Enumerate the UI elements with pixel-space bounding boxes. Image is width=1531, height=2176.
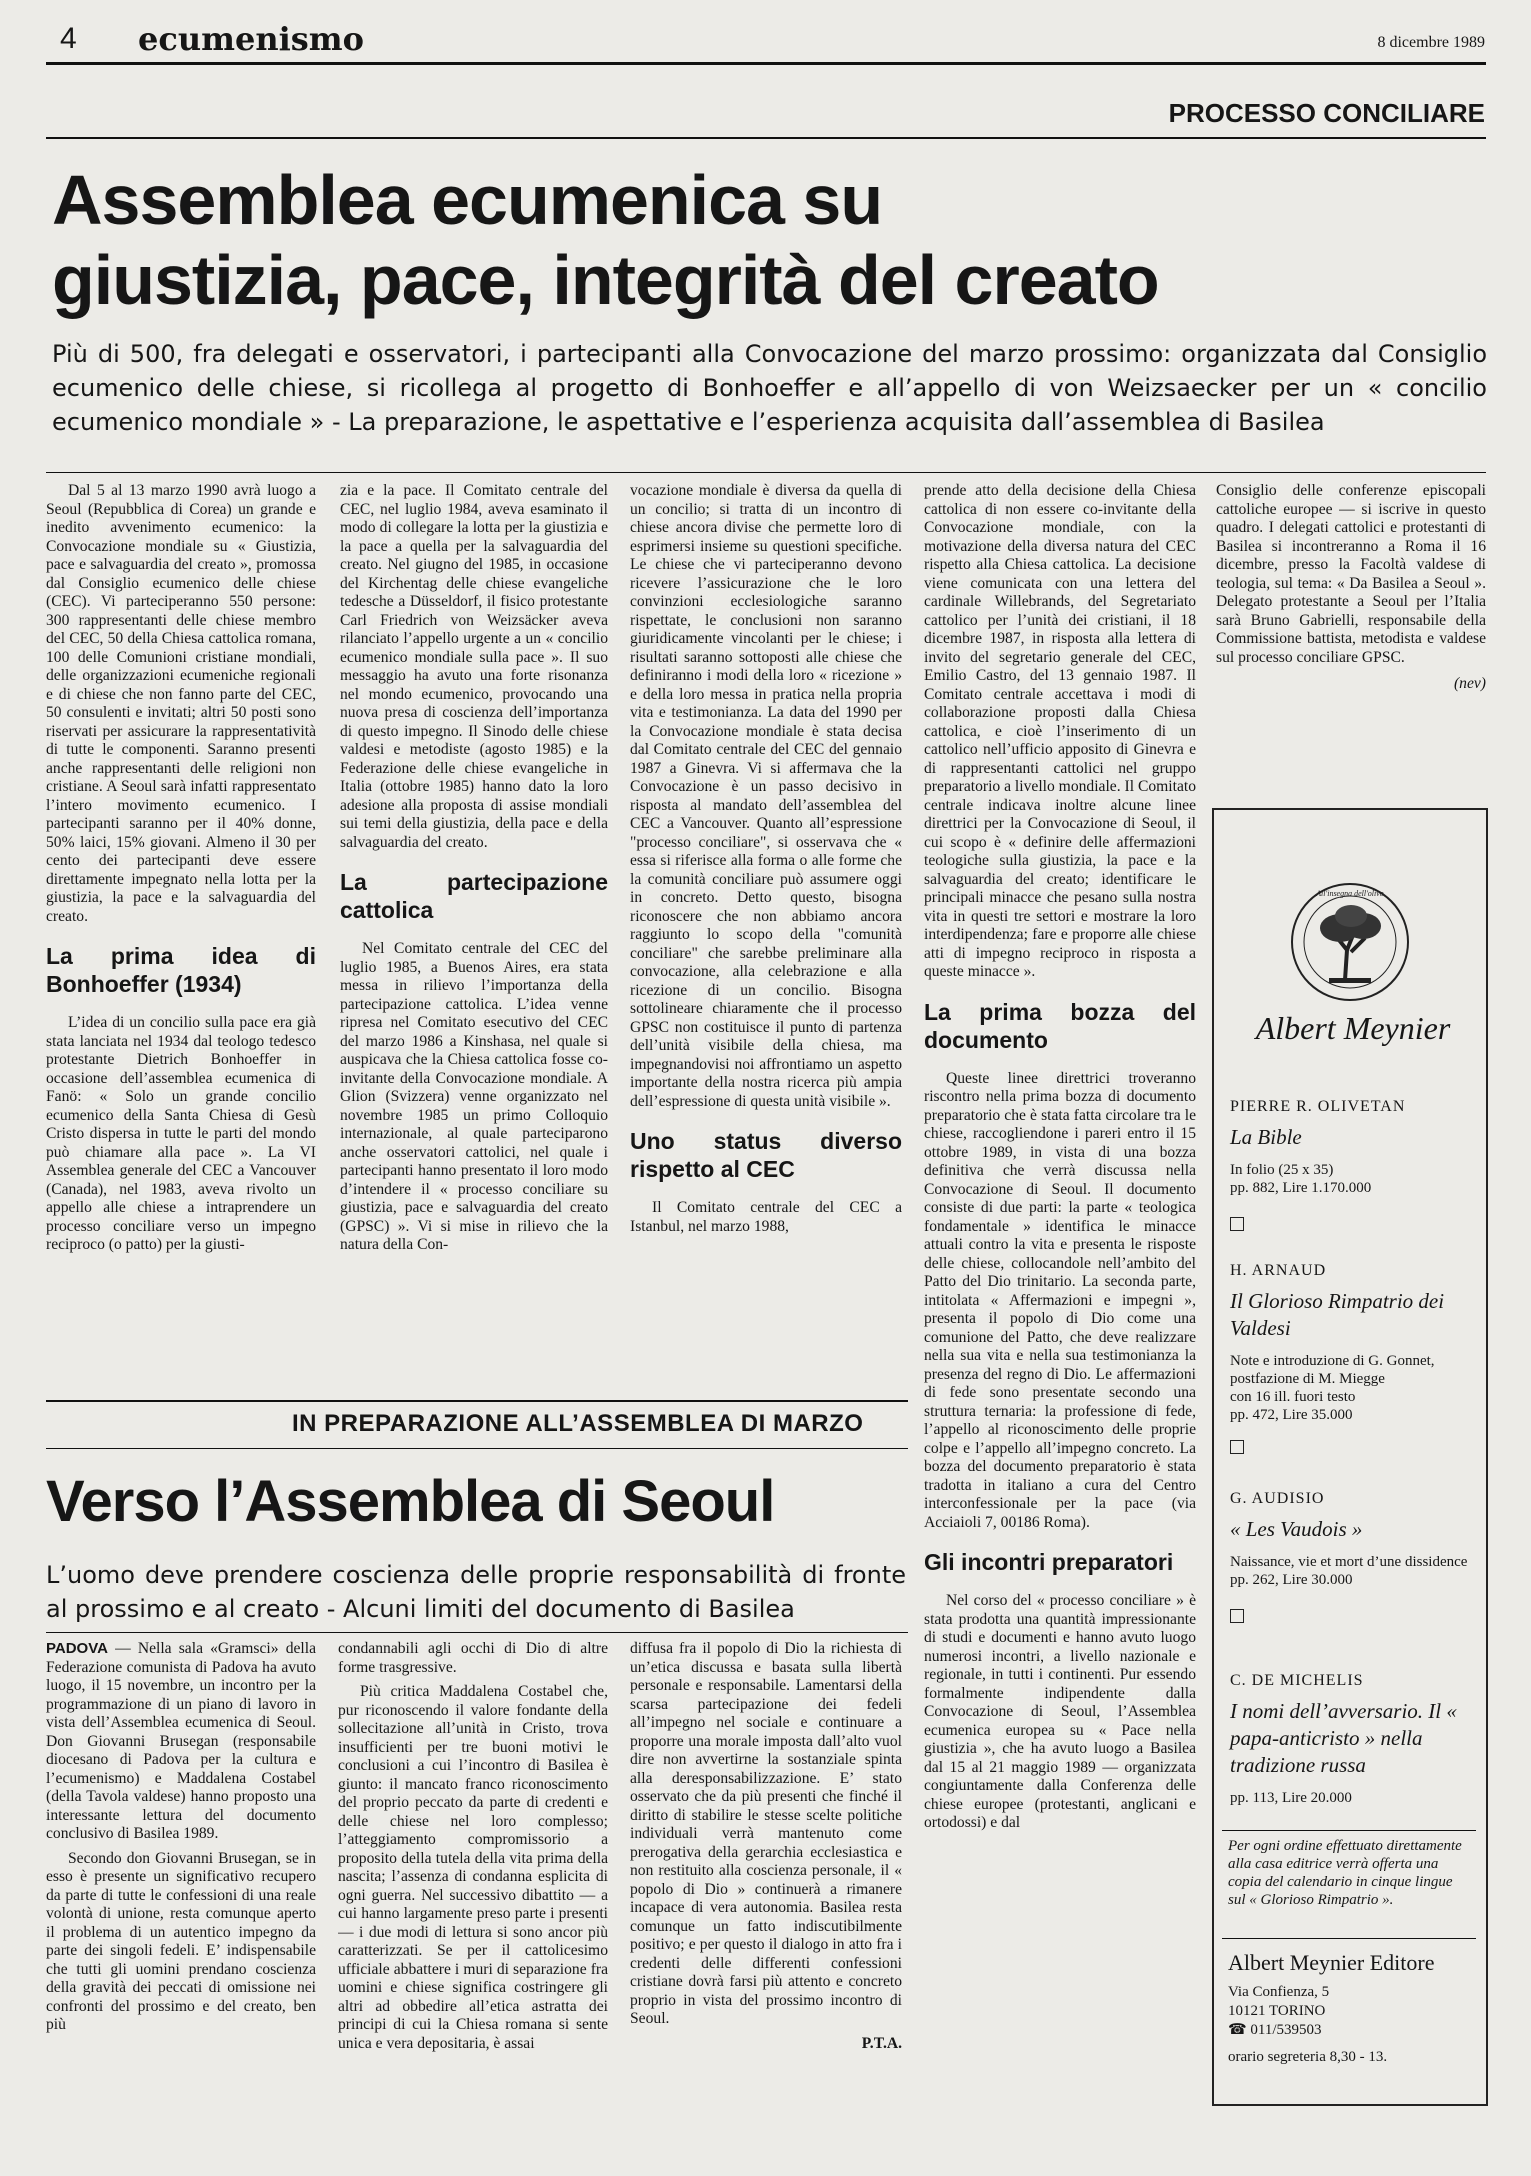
article1-deck: Più di 500, fra delegati e osservatori, i partecipanti alla Convocazione del marzo prossimo: organizzata dal Consiglio ecumenico delle chiese, si ricollega al progetto di Bonhoeffer e all’appello di von Weizsaecker per un « concilio ecumenico mondiale » - La preparazione, le aspettative e l’esperienza acquisita dall’assemblea di Basilea <box>52 340 1487 436</box>
paragraph: vocazione mondiale è diversa da quella di un concilio; si tratta di un incontro di chiese ancora divise che permette loro di esprimersi insieme su questioni specifiche. Le chiese che vi parteciperanno devono ricevere l’assicurazione che le loro convinzioni ecclesiologiche saranno rispettate, le conclusioni non saranno giuridicamente vincolanti per le chiese; i risultati saranno sottoposti alle chiese che definiranno i modi della loro « ricezione » e della loro messa in pratica nella propria vita e testimonianza. La data del 1990 per la Convocazione mondiale è stata decisa dal Comitato centrale del CEC del gennaio 1987 a Ginevra. Vi si affermava che la Convocazione è un passo decisivo in risposta al mandato dell’assemblea del CEC a Vancouver. Quanto all’espressione "processo conciliare", si osservava che « essa si riferisce alla forma o alle forme che la comunità conciliare può assumere oggi in concreto. Detto questo, bisogna riconoscere che non abbiamo ancora raggiunto lo scopo della "comunità conciliare" che sarebbe preliminare alla convocazione, alla celebrazione e alla ricezione di un concilio. Bisogna sottolineare chiaramente che il processo GPSC non costituisce il punto di partenza dell’unità visibile della chiesa, ma impegnandovisi noi affrontiamo un aspetto importante della nostra ricerca più ampia dell’espressione di questa unità visibile ». <box>630 482 902 1110</box>
ad-square-icon <box>1230 1609 1244 1623</box>
issue-date: 8 dicembre 1989 <box>1377 34 1485 51</box>
kicker-rule <box>46 137 1486 139</box>
book-note: pp. 113, Lire 20.000 <box>1230 1790 1352 1806</box>
article1-kicker: PROCESSO CONCILIARE <box>1168 98 1485 128</box>
ad-square-icon <box>1230 1440 1244 1454</box>
deck-rule <box>46 472 1486 473</box>
paragraph: Dal 5 al 13 marzo 1990 avrà luogo a Seoul (Repubblica di Corea) un grande e inedito avvenimento ecumenico: la Convocazione mondiale su « Giustizia, pace e salvaguardia del creato », promossa dal Consiglio ecumenico delle chiese (CEC). Vi parteciperanno 550 persone: 300 rappresentanti delle chiese membro del CEC, 50 della Chiesa cattolica romana, 100 delle Comunioni cristiane mondiali, delle organizzazioni ecumeniche regionali e di chiese che non fanno parte del CEC, 50 consulenti e invitati; altri 50 posti sono riservati per assicurare la rappresentatività di tutte le componenti. Saranno presenti anche rappresentanti delle religioni non cristiane. A Seoul sarà infatti rappresentato l’intero movimento ecumenico. I partecipanti saranno per il 40% donne, 50% laici, 15% giovani. Almeno il 30 per cento dei partecipanti deve essere direttamente impegnato nella lotta per la giustizia, la pace e la salvaguardia del creato. <box>46 482 316 925</box>
paragraph: Consiglio delle conferenze episcopali cattoliche europee — si iscrive in questo quadro. I delegati cattolici e protestanti di Basilea si incontreranno a Roma il 16 dicembre, presso la Facoltà valdese di teologia, sul tema: « Da Basilea a Seoul ». Delegato protestante a Seoul per l’Italia sarà Bruno Gabrielli, responsabile della Commissione battista, metodista e valdese sul processo conciliare GPSC. <box>1216 482 1486 666</box>
paragraph: Secondo don Giovanni Brusegan, se in esso è presente un significativo recupero da parte di tutte le confessioni di una reale volontà di unione, resta comunque aperto il problema di un autentico impegno da parte dei singoli fedeli. E’ indispensabile che tutti gli uomini prendano coscienza della gravità dei peccati di omissione nei confronti del prossimo e del creato, ben più <box>46 1849 316 2033</box>
page-number: 4 <box>60 22 77 55</box>
paragraph: Più critica Maddalena Costabel che, pur riconoscendo il valore fondante della sollecitazione all’unità in Cristo, trova insufficienti per tre buoni motivi le conclusioni a cui l’incontro di Basilea è giunto: il mancato franco riconoscimento del proprio peccato da parte di credenti e delle chiese nel loro complesso; l’atteggiamento compromissorio a proposito della tutela della vita prima della nascita; l’assenza di condanna esplicita di ogni guerra. Nel successivo dibattito — a cui hanno largamente preso parte i presenti — i due modi di lettura si sono ancor più caratterizzati. Se per il cattolicesimo ufficiale abbattere i muri di separazione fra uomini e chiese significa costringere gli altri ad obbedire all’etica astratta dei principi di cui la Chiesa romana si sente unica e vera depositaria, è assai <box>338 1683 608 2052</box>
paragraph: Il Comitato centrale del CEC a Istanbul, nel marzo 1988, <box>630 1199 902 1235</box>
ad-book-2 <box>1230 1262 1470 1454</box>
subheading: La partecipazione cattolica <box>340 869 608 923</box>
book-author: H. ARNAUD <box>1230 1262 1327 1279</box>
book-note: pp. 262, Lire 30.000 <box>1230 1572 1353 1588</box>
article2-column-2 <box>338 1640 608 2120</box>
section-title: ecumenismo <box>138 20 364 58</box>
article1-column-2 <box>340 482 608 1382</box>
book-note: Naissance, vie et mort d’une dissidence <box>1230 1554 1468 1570</box>
paragraph: diffusa fra il popolo di Dio la richiesta di un’etica discussa e basata sulla libertà personale e responsabile. Lamentarsi della scarsa partecipazione dei fedeli all’impegno nel sociale e continuare a proporre una morale imposta dall’alto vuol dire non avvertirne la sostanziale spinta alla deresponsabilizzazione. E’ stato osservato che da più presenti che finché il diritto di stabilire le stesse scelte politiche individuali verrà mantenuto come prerogativa della gerarchia ecclesiastica e non restituito alla coscienza personale, il « popolo di Dio » continuerà a rimanere incapace di vera autonomia. Basilea resta comunque un fatto indiscutibilmente positivo; e per questo il dialogo in atto fra i credenti delle differenti confessioni cristiane dovrà farsi più attento e concreto proprio in vista del prossimo incontro di Seoul. <box>630 1640 902 2027</box>
article2-deck: L’uomo deve prendere coscienza delle proprie responsabilità di fronte al prossimo e al creato - Alcuni limiti del documento di Basilea <box>46 1561 906 1623</box>
headline-line2: giustizia, pace, integrità del creato <box>52 241 1159 319</box>
subheading: Gli incontri preparatori <box>924 1549 1174 1575</box>
article1-column-5 <box>1216 482 1486 742</box>
ad-offer-note: Per ogni ordine effettuato direttamente alla casa editrice verrà offerta una copia del calendario in cinque lingue sul « Glorioso Rimpatrio ». <box>1228 1838 1462 1908</box>
book-author: PIERRE R. OLIVETAN <box>1230 1098 1406 1115</box>
paragraph: Queste linee direttrici troveranno riscontro nella prima bozza di documento preparatorio che è stata fatta circolare tra le chiese, raccogliendone i pareri entro il 15 ottobre 1989, in vista di una bozza definitiva che verrà discussa nella Convocazione di Seoul. Il documento consiste di due parti: la parte « teologica fondamentale » identifica le minacce attuali contro la vita e presenta le risposte delle chiese, collocandole nell’ambito del Patto del Dio trinitario. La seconda parte, intitolata « Affermazioni e impegni », presenta il popolo di Dio come una comunione del Patto, che deve realizzare nella sua vita e nella sua testimonianza la presenza del regno di Dio. Le affermazioni di fede sono presentate secondo una struttura ternaria: la professione di fede, l’appello al riconoscimento delle proprie colpe e l’appello all’impegno concreto. La bozza del documento preparatorio è stata tradotta in italiano a cura del Centro interconfessionale per la pace (via Acciaioli 7, 00186 Roma). <box>924 1069 1196 1531</box>
olive-tree-logo <box>1285 880 1415 1005</box>
paragraph: Nel Comitato centrale del CEC del luglio 1985, a Buenos Aires, era stata messa in rilievo l’importanza della partecipazione cattolica. L’idea venne ripresa nel Comitato esecutivo del CEC del marzo 1986 a Kinshasa, nel quale si auspicava che la Chiesa cattolica fosse co-invitante della Convocazione mondiale. A Glion (Svizzera) venne organizzato nel novembre 1985 un primo Colloquio internazionale, al quale parteciparono anche osservatori cattolici, nel quale i partecipanti hanno presentato il loro modo d’intendere il « processo conciliare su giustizia, pace e salvaguardia del creato (GPSC) ». Vi si mise in rilievo che la natura della Con- <box>340 940 608 1253</box>
article1-column-3 <box>630 482 902 1382</box>
address-line: Via Confienza, 5 <box>1228 1984 1330 2000</box>
book-note: pp. 472, Lire 35.000 <box>1230 1407 1353 1423</box>
article2-top-rule <box>46 1400 908 1402</box>
article2-kicker: IN PREPARAZIONE ALL’ASSEMBLEA DI MARZO <box>292 1410 864 1437</box>
article2-headline: Verso l’Assemblea di Seoul <box>46 1469 775 1534</box>
book-title: Il Glorioso Rimpatrio dei Valdesi <box>1230 1289 1445 1340</box>
book-note: Note e introduzione di G. Gonnet, postfazione di M. Miegge <box>1230 1353 1435 1387</box>
book-title: « Les Vaudois » <box>1230 1517 1363 1541</box>
paragraph: prende atto della decisione della Chiesa cattolica di non essere co-invitante della Convocazione mondiale, con la motivazione della diversa natura del CEC rispetto alla Chiesa cattolica. La decisione viene comunicata con una lettera del cardinale Willebrands, del Segretariato cattolico per l’unità dei cristiani, il 18 dicembre 1987, in risposta alla lettera di invito del segretario generale del CEC, Emilio Castro, del 13 gennaio 1987. Il Comitato centrale accettava i modi di collaborazione proposti dalla Chiesa cattolica, e cioè l’inserimento di un cattolico nell’ufficio apposito di Ginevra e di rappresentanti cattolici nel gruppo preparatorio a livello mondiale. Il Comitato centrale indicava inoltre alcune linee direttrici per la Convocazione di Seoul, il cui scopo è « definire delle affermazioni teologiche sulla giustizia, la pace e la salvaguardia del creato; identificare le principali minacce che pesano sulla nostra vita in questi tre settori e mostrare la loro interdipendenza; fare e proporre alle chiese atti di impegno reciproco in risposta a queste minacce ». <box>924 482 1196 980</box>
book-title: I nomi dell’avversario. Il « papa-anticristo » nella tradizione russa <box>1230 1699 1457 1777</box>
lead-text: — Nella sala «Gramsci» della Federazione comunista di Padova ha avuto luogo, il 15 novembre, un incontro per la programmazione di un piano di lavoro in vista dell’Assemblea ecumenica di Seoul. Don Giovanni Brusegan (responsabile diocesano di Padova per la cultura e l’ecumenismo) e Maddalena Costabel (della Tavola valdese) hanno proposto una interessante lettura del documento conclusivo di Basilea 1989. <box>46 1640 316 1842</box>
article2-deck-rule <box>46 1632 908 1633</box>
ad-book-1 <box>1230 1098 1470 1231</box>
book-author: C. DE MICHELIS <box>1230 1672 1364 1689</box>
paragraph: condannabili agli occhi di Dio di altre forme trasgressive. <box>338 1640 608 1676</box>
dateline: PADOVA <box>46 1640 108 1657</box>
article1-headline <box>52 160 1492 320</box>
paragraph: zia e la pace. Il Comitato centrale del CEC, nel luglio 1984, aveva esaminato il modo di collegare la lotta per la giustizia e la pace a quella per la salvaguardia del creato. Nel giugno del 1985, in occasione del Kirchentag delle chiese evangeliche tedesche a Düsseldorf, il fisico protestante Carl Friedrich von Weizsäcker aveva rilanciato l’appello urgente a un « concilio ecumenico mondiale sulla pace ». Il suo messaggio ha avuto una forte risonanza nel mondo ecumenico, provocando una nuova presa di coscienza dell’importanza di questo impegno. Il Sinodo delle chiese valdesi e metodiste (agosto 1985) e la Federazione delle chiese evangeliche in Italia (ottobre 1985) hanno dato la loro adesione alla proposta di assise mondiali sui temi della giustizia, della pace e della salvaguardia del creato. <box>340 482 608 851</box>
ad-brand: Albert Meynier <box>1255 1010 1451 1046</box>
book-note: pp. 882, Lire 1.170.000 <box>1230 1180 1372 1196</box>
paragraph <box>46 1640 316 1844</box>
ad-book-4 <box>1230 1672 1470 1807</box>
ad-divider <box>1222 1830 1476 1831</box>
subheading: Uno status diverso rispetto al CEC <box>630 1128 902 1182</box>
article2-kicker-rule <box>46 1448 908 1449</box>
article1-signature: (nev) <box>1453 675 1486 692</box>
book-note: In folio (25 x 35) <box>1230 1162 1334 1178</box>
article2-signature: P.T.A. <box>861 2034 902 2052</box>
publisher-address <box>1228 1983 1387 2067</box>
publisher-name: Albert Meynier Editore <box>1228 1950 1435 1975</box>
office-hours: orario segreteria 8,30 - 13. <box>1228 2049 1388 2065</box>
address-line: 10121 TORINO <box>1228 2003 1326 2019</box>
paragraph: Nel corso del « processo conciliare » è stata prodotta una quantità impressionante di studi e documenti e hanno avuto luogo numerosi incontri, a livello nazionale e regionale, in tutti i continenti. Pur essendo formalmente indipendente dalla Convocazione di Seoul, l’Assemblea ecumenica europea su « Pace nella giustizia », che ha avuto luogo a Basilea dal 15 al 21 maggio 1989 — organizzata congiuntamente dalla Conferenza delle chiese europee (protestanti, anglicani e ortodossi) e dal <box>924 1592 1196 1831</box>
book-author: G. AUDISIO <box>1230 1490 1325 1507</box>
subheading: La prima bozza del documento <box>924 998 1196 1053</box>
article1-column-1 <box>46 482 316 1382</box>
header-rule <box>46 62 1486 65</box>
subheading: La prima idea di Bonhoeffer (1934) <box>46 943 316 997</box>
logo-label: All'insegna dell'olivo <box>1316 889 1384 898</box>
headline-line1: Assemblea ecumenica su <box>52 161 883 239</box>
book-title: La Bible <box>1230 1125 1302 1149</box>
article2-column-3 <box>630 1640 902 2120</box>
book-note: con 16 ill. fuori testo <box>1230 1389 1356 1405</box>
ad-book-3 <box>1230 1490 1470 1623</box>
article2-column-1 <box>46 1640 316 2120</box>
ad-divider <box>1222 1938 1476 1939</box>
phone-number: ☎ 011/539503 <box>1228 2022 1322 2038</box>
ad-square-icon <box>1230 1217 1244 1231</box>
article1-column-4 <box>924 482 1196 2122</box>
paragraph: L’idea di un concilio sulla pace era già stata lanciata nel 1934 dal teologo tedesco protestante Dietrich Bonhoeffer in occasione dell’assemblea ecumenica di Fanö: « Solo un grande concilio ecumenico della Santa Chiesa di Gesù Cristo dispersa in tutte le parti del mondo può chiamare alla pace ». La VI Assemblea generale del CEC a Vancouver (Canada), nel 1983, aveva rivolto un appello alle chiese a intraprendere un processo conciliare verso un impegno reciproco (o patto) per la giusti- <box>46 1014 316 1253</box>
